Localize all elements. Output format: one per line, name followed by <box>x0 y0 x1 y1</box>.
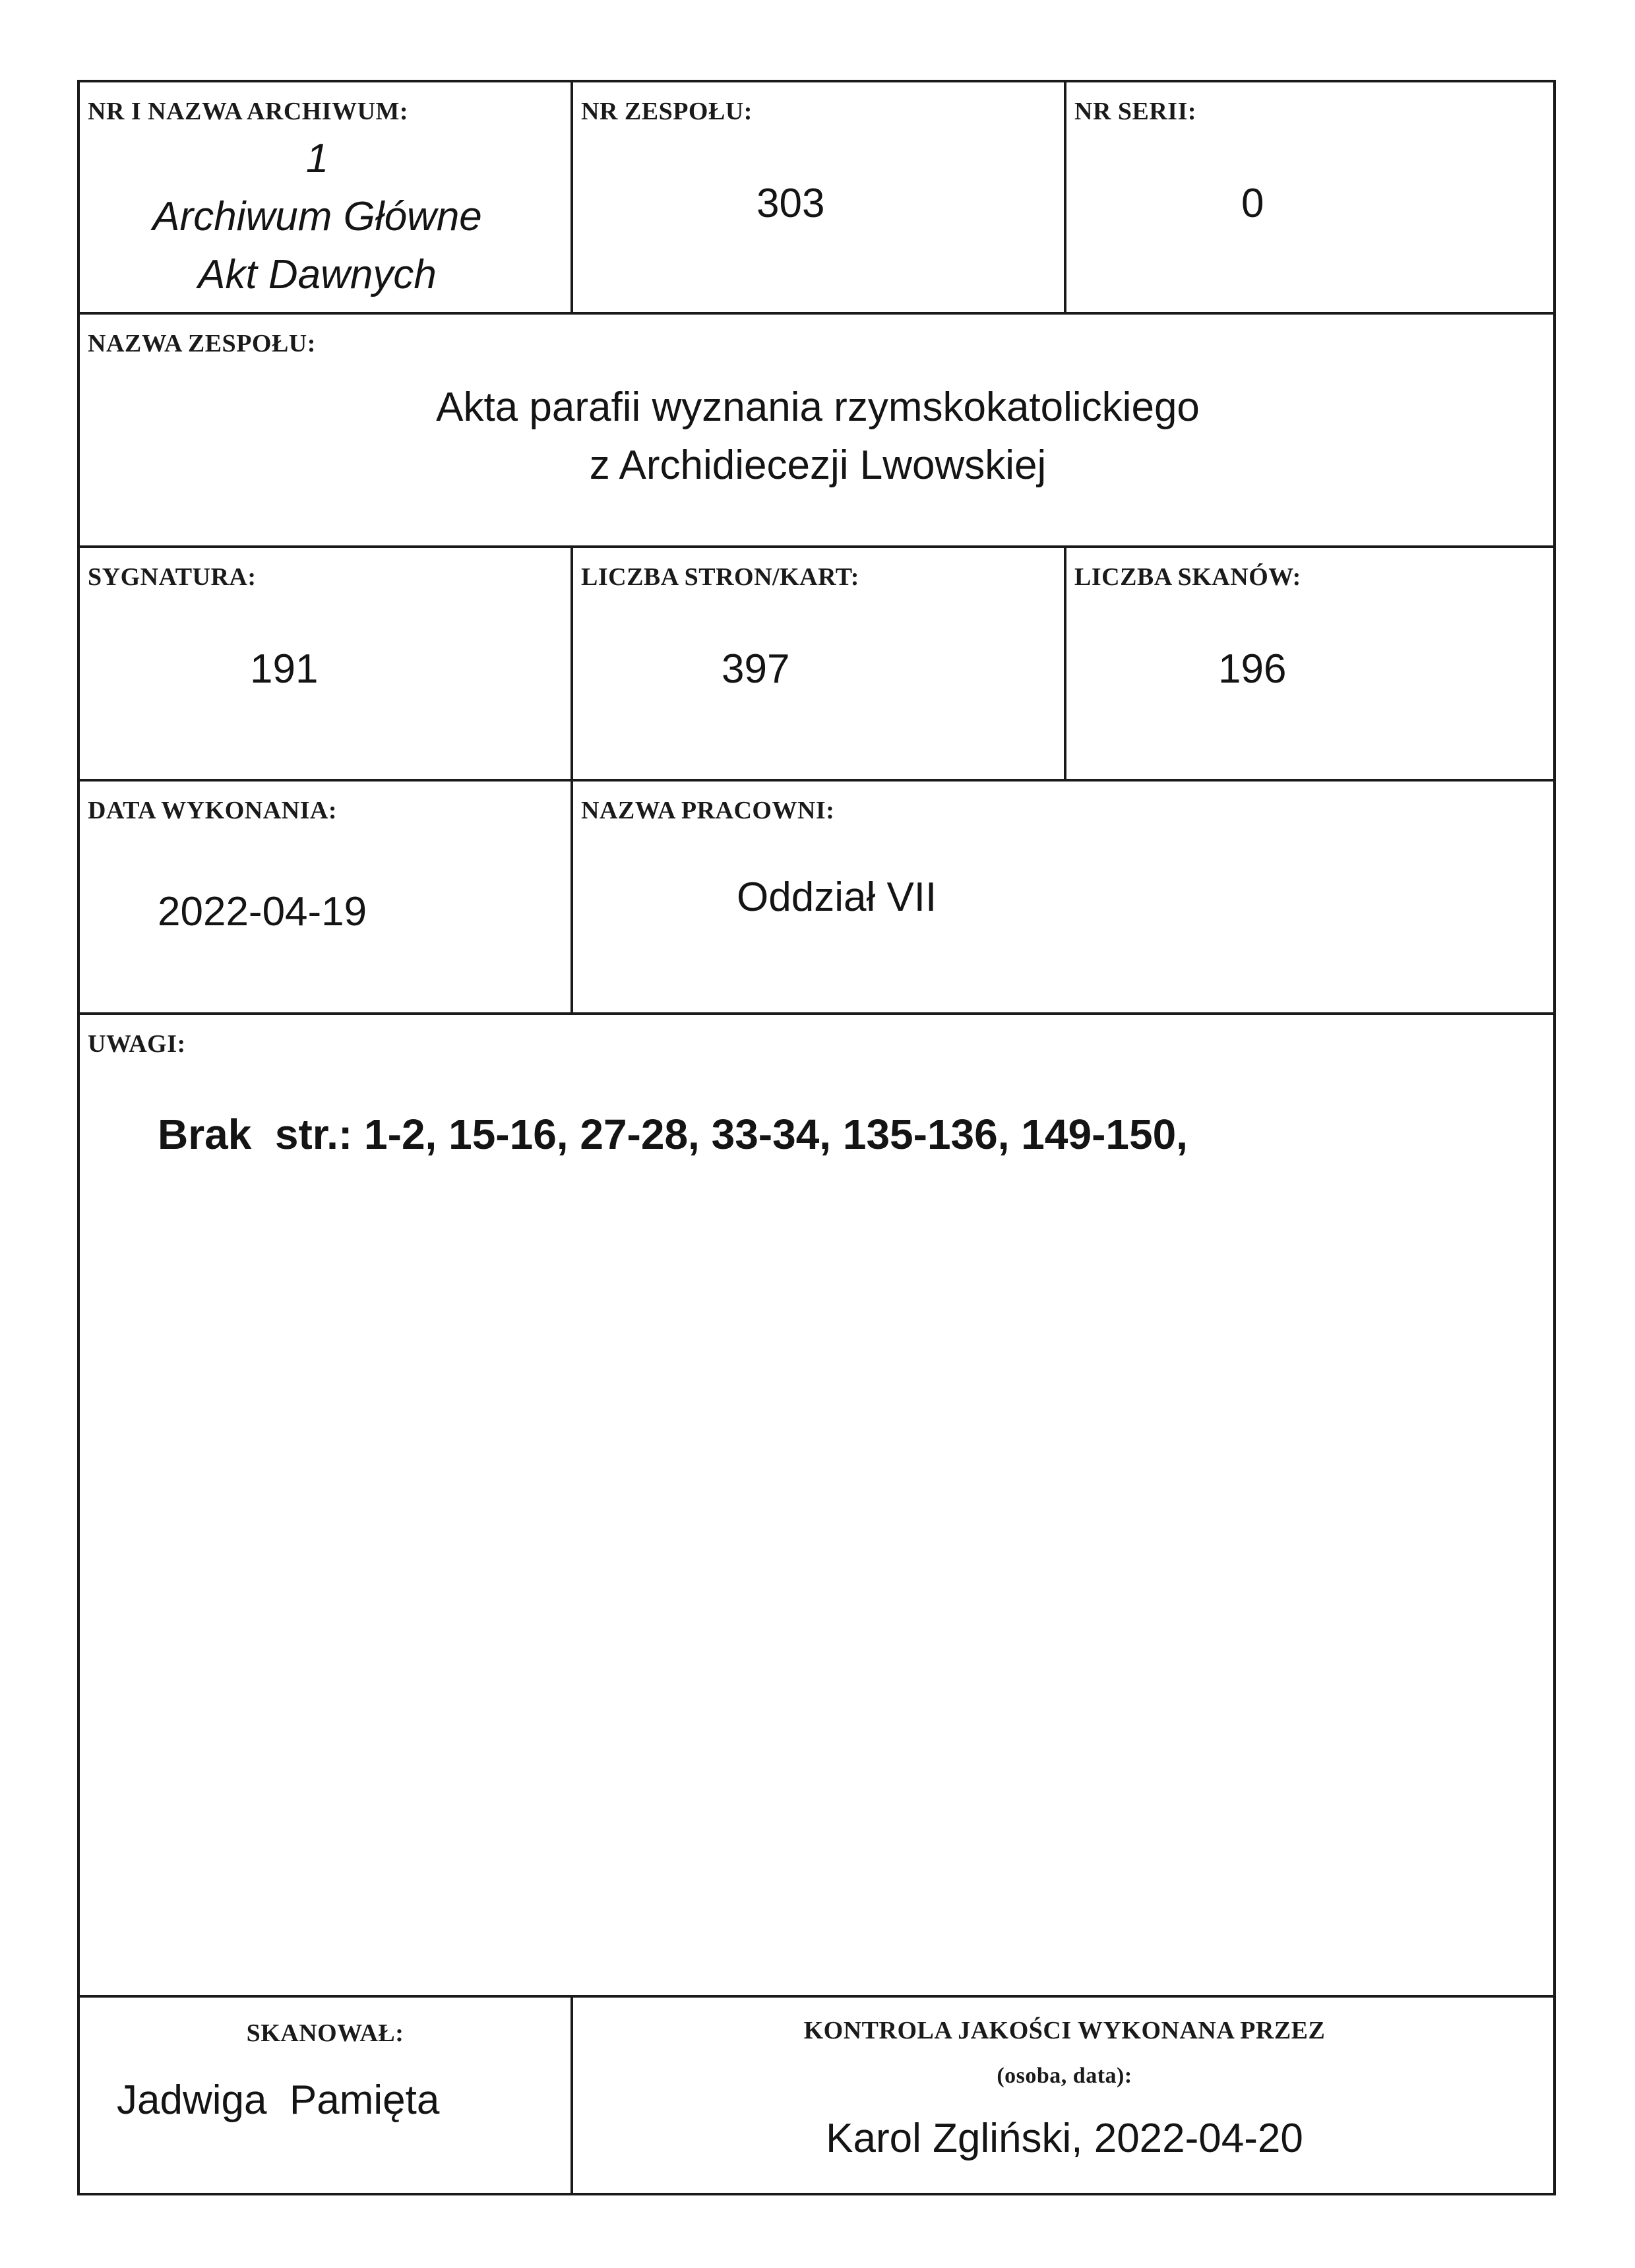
signature-label: SYGNATURA: <box>88 563 257 591</box>
remarks-label: UWAGI: <box>88 1030 186 1058</box>
scanned-by-value: Jadwiga Pamięta <box>117 2077 440 2123</box>
execution-date-label: DATA WYKONANIA: <box>88 797 338 824</box>
quality-control-value: Karol Zgliński, 2022-04-20 <box>826 2116 1303 2161</box>
fond-name-label: NAZWA ZESPOŁU: <box>88 330 316 357</box>
fond-name-line2: z Archidiecezji Lwowskiej <box>589 443 1047 488</box>
series-number-cell <box>1066 82 1556 312</box>
workshop-cell <box>573 782 1556 1012</box>
signature-cell <box>80 548 571 779</box>
scanned-by-label: SKANOWAŁ: <box>246 2019 404 2047</box>
archive-cell <box>80 82 571 312</box>
workshop-value: Oddział VII <box>737 874 937 920</box>
scans-count-cell <box>1066 548 1556 779</box>
fond-name-cell <box>80 315 1556 545</box>
archive-name-line2: Akt Dawnych <box>198 252 437 297</box>
scans-count-label: LICZBA SKANÓW: <box>1074 563 1301 591</box>
quality-control-cell <box>573 1998 1556 2195</box>
pages-count-value: 397 <box>722 646 790 692</box>
pages-count-cell <box>573 548 1064 779</box>
workshop-label: NAZWA PRACOWNI: <box>581 797 835 824</box>
series-number-value: 0 <box>1241 181 1264 226</box>
scans-count-value: 196 <box>1218 646 1287 692</box>
fond-number-value: 303 <box>756 181 825 226</box>
archive-metadata-form <box>77 80 1556 2195</box>
remarks-cell <box>80 1015 1556 1995</box>
fond-name-line1: Akta parafii wyznania rzymskokatolickiego <box>436 384 1200 430</box>
archive-number: 1 <box>305 136 329 181</box>
execution-date-value: 2022-04-19 <box>158 889 367 935</box>
quality-control-label: KONTROLA JAKOŚCI WYKONANA PRZEZ <box>803 2017 1326 2044</box>
remarks-text: Brak str.: 1-2, 15-16, 27-28, 33-34, 135-136, 149-150, <box>158 1111 1188 1158</box>
fond-number-cell <box>573 82 1064 312</box>
fond-number-label: NR ZESPOŁU: <box>581 98 753 125</box>
archive-name-line1: Archiwum Główne <box>152 194 482 239</box>
signature-value: 191 <box>250 646 319 692</box>
quality-control-sublabel: (osoba, data): <box>997 2064 1132 2088</box>
series-number-label: NR SERII: <box>1074 98 1197 125</box>
scanned-by-cell <box>80 1998 571 2195</box>
archive-label: NR I NAZWA ARCHIWUM: <box>88 98 409 125</box>
pages-count-label: LICZBA STRON/KART: <box>581 563 859 591</box>
execution-date-cell <box>80 782 571 1012</box>
